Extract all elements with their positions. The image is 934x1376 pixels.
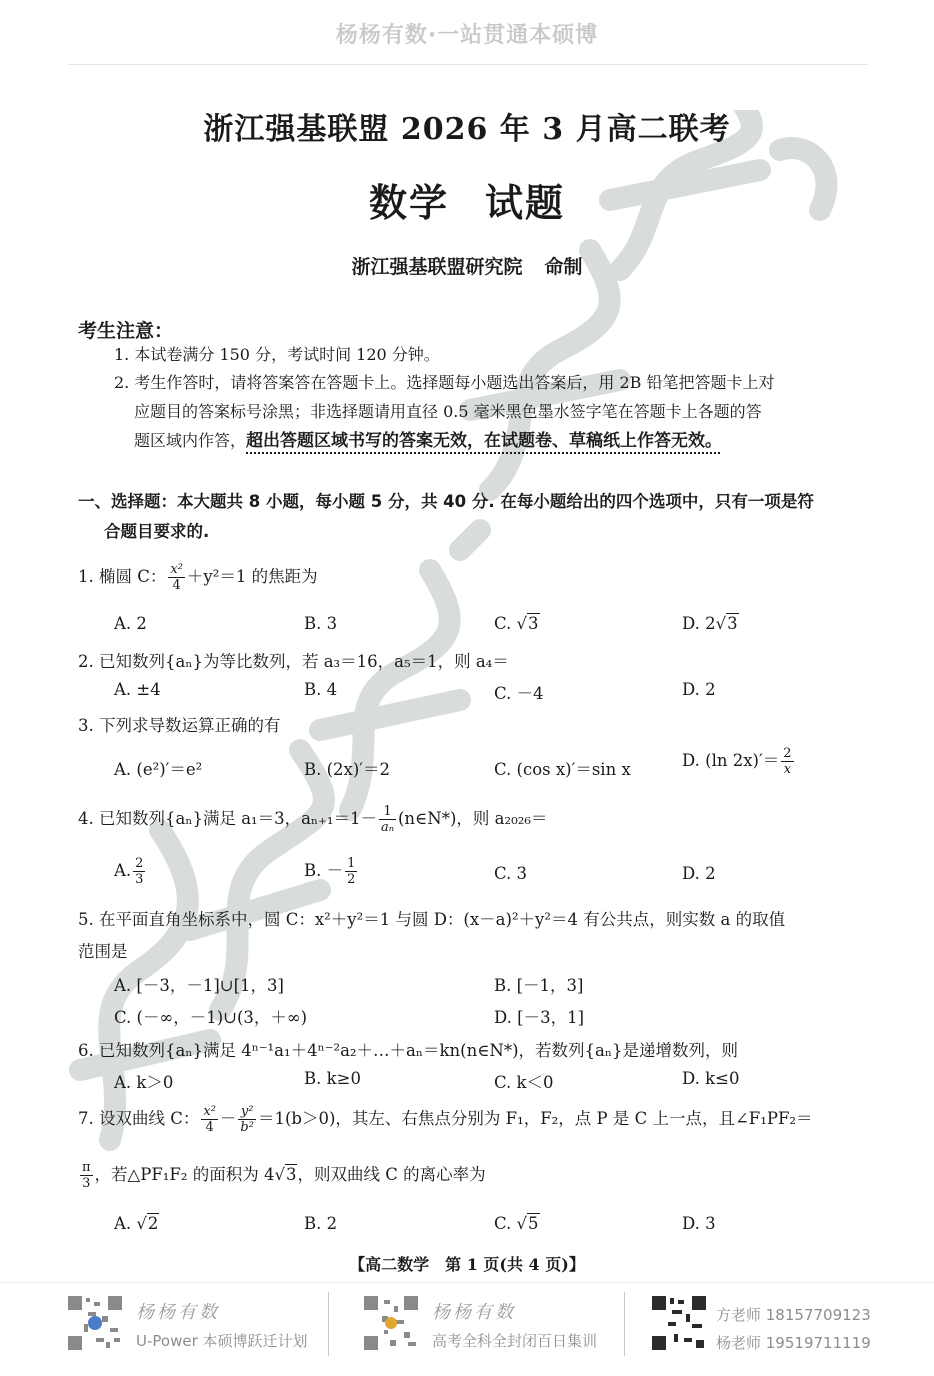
question-5-stem-line-2: 范围是 (78, 942, 128, 961)
q4-a-label: A. (114, 861, 132, 880)
q3-option-d-label: D. (ln 2x)′＝ (682, 751, 780, 770)
q6-option-d: D. k≤0 (682, 1069, 740, 1088)
q7-c-radicand: 5 (528, 1214, 539, 1233)
q7-suffix: ＝1(b＞0)，其左、右焦点分别为 F₁，F₂，点 P 是 C 上一点，且∠F₁PF₂＝ (257, 1109, 813, 1128)
q2-option-a: A. ±4 (114, 680, 161, 699)
q1-option-d: D. 2√3 (682, 614, 738, 633)
q2-option-d: D. 2 (682, 680, 716, 699)
page-footer: 【高二数学 第 1 页(共 4 页)】 (349, 1255, 585, 1274)
question-7-stem-line-2: $\frac{\pi}{3}$ ，若△PF₁F₂ 的面积为 4√3，则双曲线 C 的离心率为 (82, 1160, 486, 1191)
qr-code-icon[interactable] (362, 1294, 420, 1352)
contact-1: 方老师 18157709123 (716, 1306, 871, 1324)
q1-option-d-radicand: 3 (727, 614, 738, 633)
question-6-stem: 6. 已知数列{aₙ}满足 4ⁿ⁻¹a₁＋4ⁿ⁻²a₂＋…＋aₙ＝kn(n∈N*)，若数列{aₙ}是递增数列，则 (78, 1041, 738, 1060)
question-3-stem: 3. 下列求导数运算正确的有 (78, 716, 281, 735)
q7-option-b: B. 2 (304, 1214, 338, 1233)
subject-type: 试题 (485, 181, 566, 225)
q1-option-b: B. 3 (304, 614, 338, 633)
q4-option-c: C. 3 (494, 864, 528, 883)
q1-suffix: ＋y²＝1 的焦距为 (186, 567, 318, 586)
question-5-stem-line-1: 5. 在平面直角坐标系中，圆 C：x²＋y²＝1 与圆 D：(x－a)²＋y²＝4 有公共点，则实数 a 的取值 (78, 910, 786, 929)
q1-frac-den: 4 (172, 578, 181, 593)
q7-option-a: A. √2 (114, 1214, 159, 1233)
q7-f2-num: y² (238, 1104, 256, 1120)
q3-option-d-fraction (781, 746, 793, 777)
q4-frac-num: 1 (379, 804, 396, 820)
q4-a-den: 3 (135, 872, 144, 887)
q4-frac-den: aₙ (380, 820, 394, 835)
q2-option-c: C. －4 (494, 684, 544, 703)
promo-1-title: 杨杨有数 (136, 1302, 220, 1323)
exam-subject (0, 172, 934, 227)
top-divider (68, 64, 868, 65)
q7-fraction-2 (238, 1104, 256, 1135)
q6-option-a: A. k＞0 (114, 1073, 174, 1092)
q4-prefix: 4. 已知数列{aₙ}满足 a₁＝3，aₙ₊₁＝1－ (78, 809, 377, 828)
q7-fraction-1 (201, 1104, 218, 1135)
q1-option-c-radicand: 3 (528, 614, 539, 633)
question-4-stem (78, 804, 547, 835)
q1-option-c: C. √3 (494, 614, 539, 633)
q4-b-den: 2 (347, 872, 356, 887)
question-7-stem-line-1 (78, 1104, 813, 1135)
exam-issuer (0, 252, 934, 279)
q4-b-num: 1 (347, 856, 356, 871)
q3-d-num: 2 (783, 746, 792, 761)
notice-emphasis: 超出答题区域书写的答案无效，在试题卷、草稿纸上作答无效。 (246, 431, 723, 451)
q5-option-b: B. [－1，3] (494, 976, 584, 995)
promo-1-subtitle: U-Power 本硕博跃迁计划 (136, 1332, 308, 1350)
q6-option-b: B. k≥0 (304, 1069, 361, 1088)
q7-line2-text: ，若△PF₁F₂ 的面积为 4 (94, 1165, 275, 1184)
promo-block-1 (66, 1290, 326, 1362)
q7-line2-tail: ，则双曲线 C 的离心率为 (297, 1165, 486, 1184)
q4-option-a (114, 856, 147, 887)
notice-item-1: 1. 本试卷满分 150 分，考试时间 120 分钟。 (114, 345, 440, 364)
q3-option-c: C. (cos x)′＝sin x (494, 760, 631, 779)
section-1-heading-line-2: 合题目要求的. (104, 522, 210, 541)
q3-option-b: B. (2x)′＝2 (304, 760, 391, 779)
exam-title: 浙江强基联盟 2026 年 3 月高二联考 (203, 112, 731, 147)
q7-a-label: A. (114, 1214, 137, 1233)
q7-f1-den: 4 (205, 1120, 214, 1135)
q1-option-a: A. 2 (114, 614, 147, 633)
q4-a-fraction (133, 856, 145, 887)
q5-option-c: C. (－∞，－1)∪(3，＋∞) (114, 1008, 308, 1027)
q1-frac-num: x² (170, 562, 183, 577)
notice-item-2-line-1: 2. 考生作答时，请将答案答在答题卡上。选择题每小题选出答案后，用 2B 铅笔把答题卡上对 (114, 373, 775, 392)
q3-option-a: A. (e²)′＝e² (114, 760, 203, 779)
q7-pi-num: π (82, 1160, 91, 1175)
q5-option-a: A. [－3，－1]∪[1，3] (114, 976, 284, 995)
q4-b-fraction (345, 856, 357, 887)
q7-f2-den: b² (240, 1120, 254, 1135)
q4-option-d: D. 2 (682, 864, 716, 883)
q1-option-d-label: D. 2 (682, 614, 716, 633)
q1-fraction (168, 562, 185, 593)
qr-code-icon[interactable] (66, 1294, 124, 1352)
q5-option-d: D. [－3，1] (494, 1008, 585, 1027)
q7-pi-fraction (80, 1160, 93, 1191)
notice-item-2-text: 题区域内作答， (134, 431, 247, 450)
subject-name: 数学 (368, 181, 449, 225)
q3-d-den: x (783, 762, 792, 777)
top-banner: 杨杨有数·一站贯通本硕博 (335, 23, 599, 48)
q7-a-radicand: 2 (147, 1214, 159, 1233)
issuer-role: 命制 (544, 256, 583, 278)
footer-divider-2 (624, 1292, 625, 1356)
notice-item-2-line-2: 应题目的答案标号涂黑；非选择题请用直径 0.5 毫米黑色墨水签字笔在答题卡上各题的答 (134, 402, 762, 421)
question-2-stem: 2. 已知数列{aₙ}为等比数列，若 a₃＝16，a₅＝1，则 a₄＝ (78, 652, 509, 671)
footer-divider-1 (328, 1292, 329, 1356)
q2-option-b: B. 4 (304, 680, 338, 699)
q4-b-label: B. － (304, 861, 344, 880)
notice-item-2-line-3 (134, 428, 722, 454)
promo-2-subtitle: 高考全科全封闭百日集训 (432, 1332, 598, 1350)
q1-option-c-label: C. (494, 614, 517, 633)
q4-option-b (304, 856, 359, 887)
promo-2-title: 杨杨有数 (432, 1302, 516, 1323)
qr-code-icon[interactable] (650, 1294, 708, 1352)
q7-option-c: C. √5 (494, 1214, 539, 1233)
q7-c-label: C. (494, 1214, 517, 1233)
promo-block-2 (362, 1290, 622, 1362)
issuer-name: 浙江强基联盟研究院 (351, 256, 523, 278)
question-1-stem (78, 562, 318, 593)
q3-option-d (682, 746, 796, 777)
q7-area-radicand: 3 (285, 1165, 297, 1184)
q7-pi-den: 3 (82, 1176, 91, 1191)
footer-divider (0, 1282, 934, 1283)
q7-f1-num: x² (203, 1104, 216, 1119)
q7-option-d: D. 3 (682, 1214, 716, 1233)
notice-heading: 考生注意： (78, 320, 174, 342)
q4-suffix: (n∈N*)，则 a₂₀₂₆＝ (397, 809, 548, 828)
q4-a-num: 2 (135, 856, 144, 871)
q4-fraction (379, 804, 396, 835)
q7-prefix: 7. 设双曲线 C： (78, 1109, 200, 1128)
q1-prefix: 1. 椭圆 C： (78, 567, 167, 586)
section-1-heading-line-1: 一、选择题：本大题共 8 小题，每小题 5 分，共 40 分. 在每小题给出的四个选项中，只有一项是符 (78, 492, 814, 511)
contact-2: 杨老师 19519711119 (716, 1334, 871, 1352)
q7-minus: － (219, 1109, 237, 1128)
q6-option-c: C. k＜0 (494, 1073, 554, 1092)
